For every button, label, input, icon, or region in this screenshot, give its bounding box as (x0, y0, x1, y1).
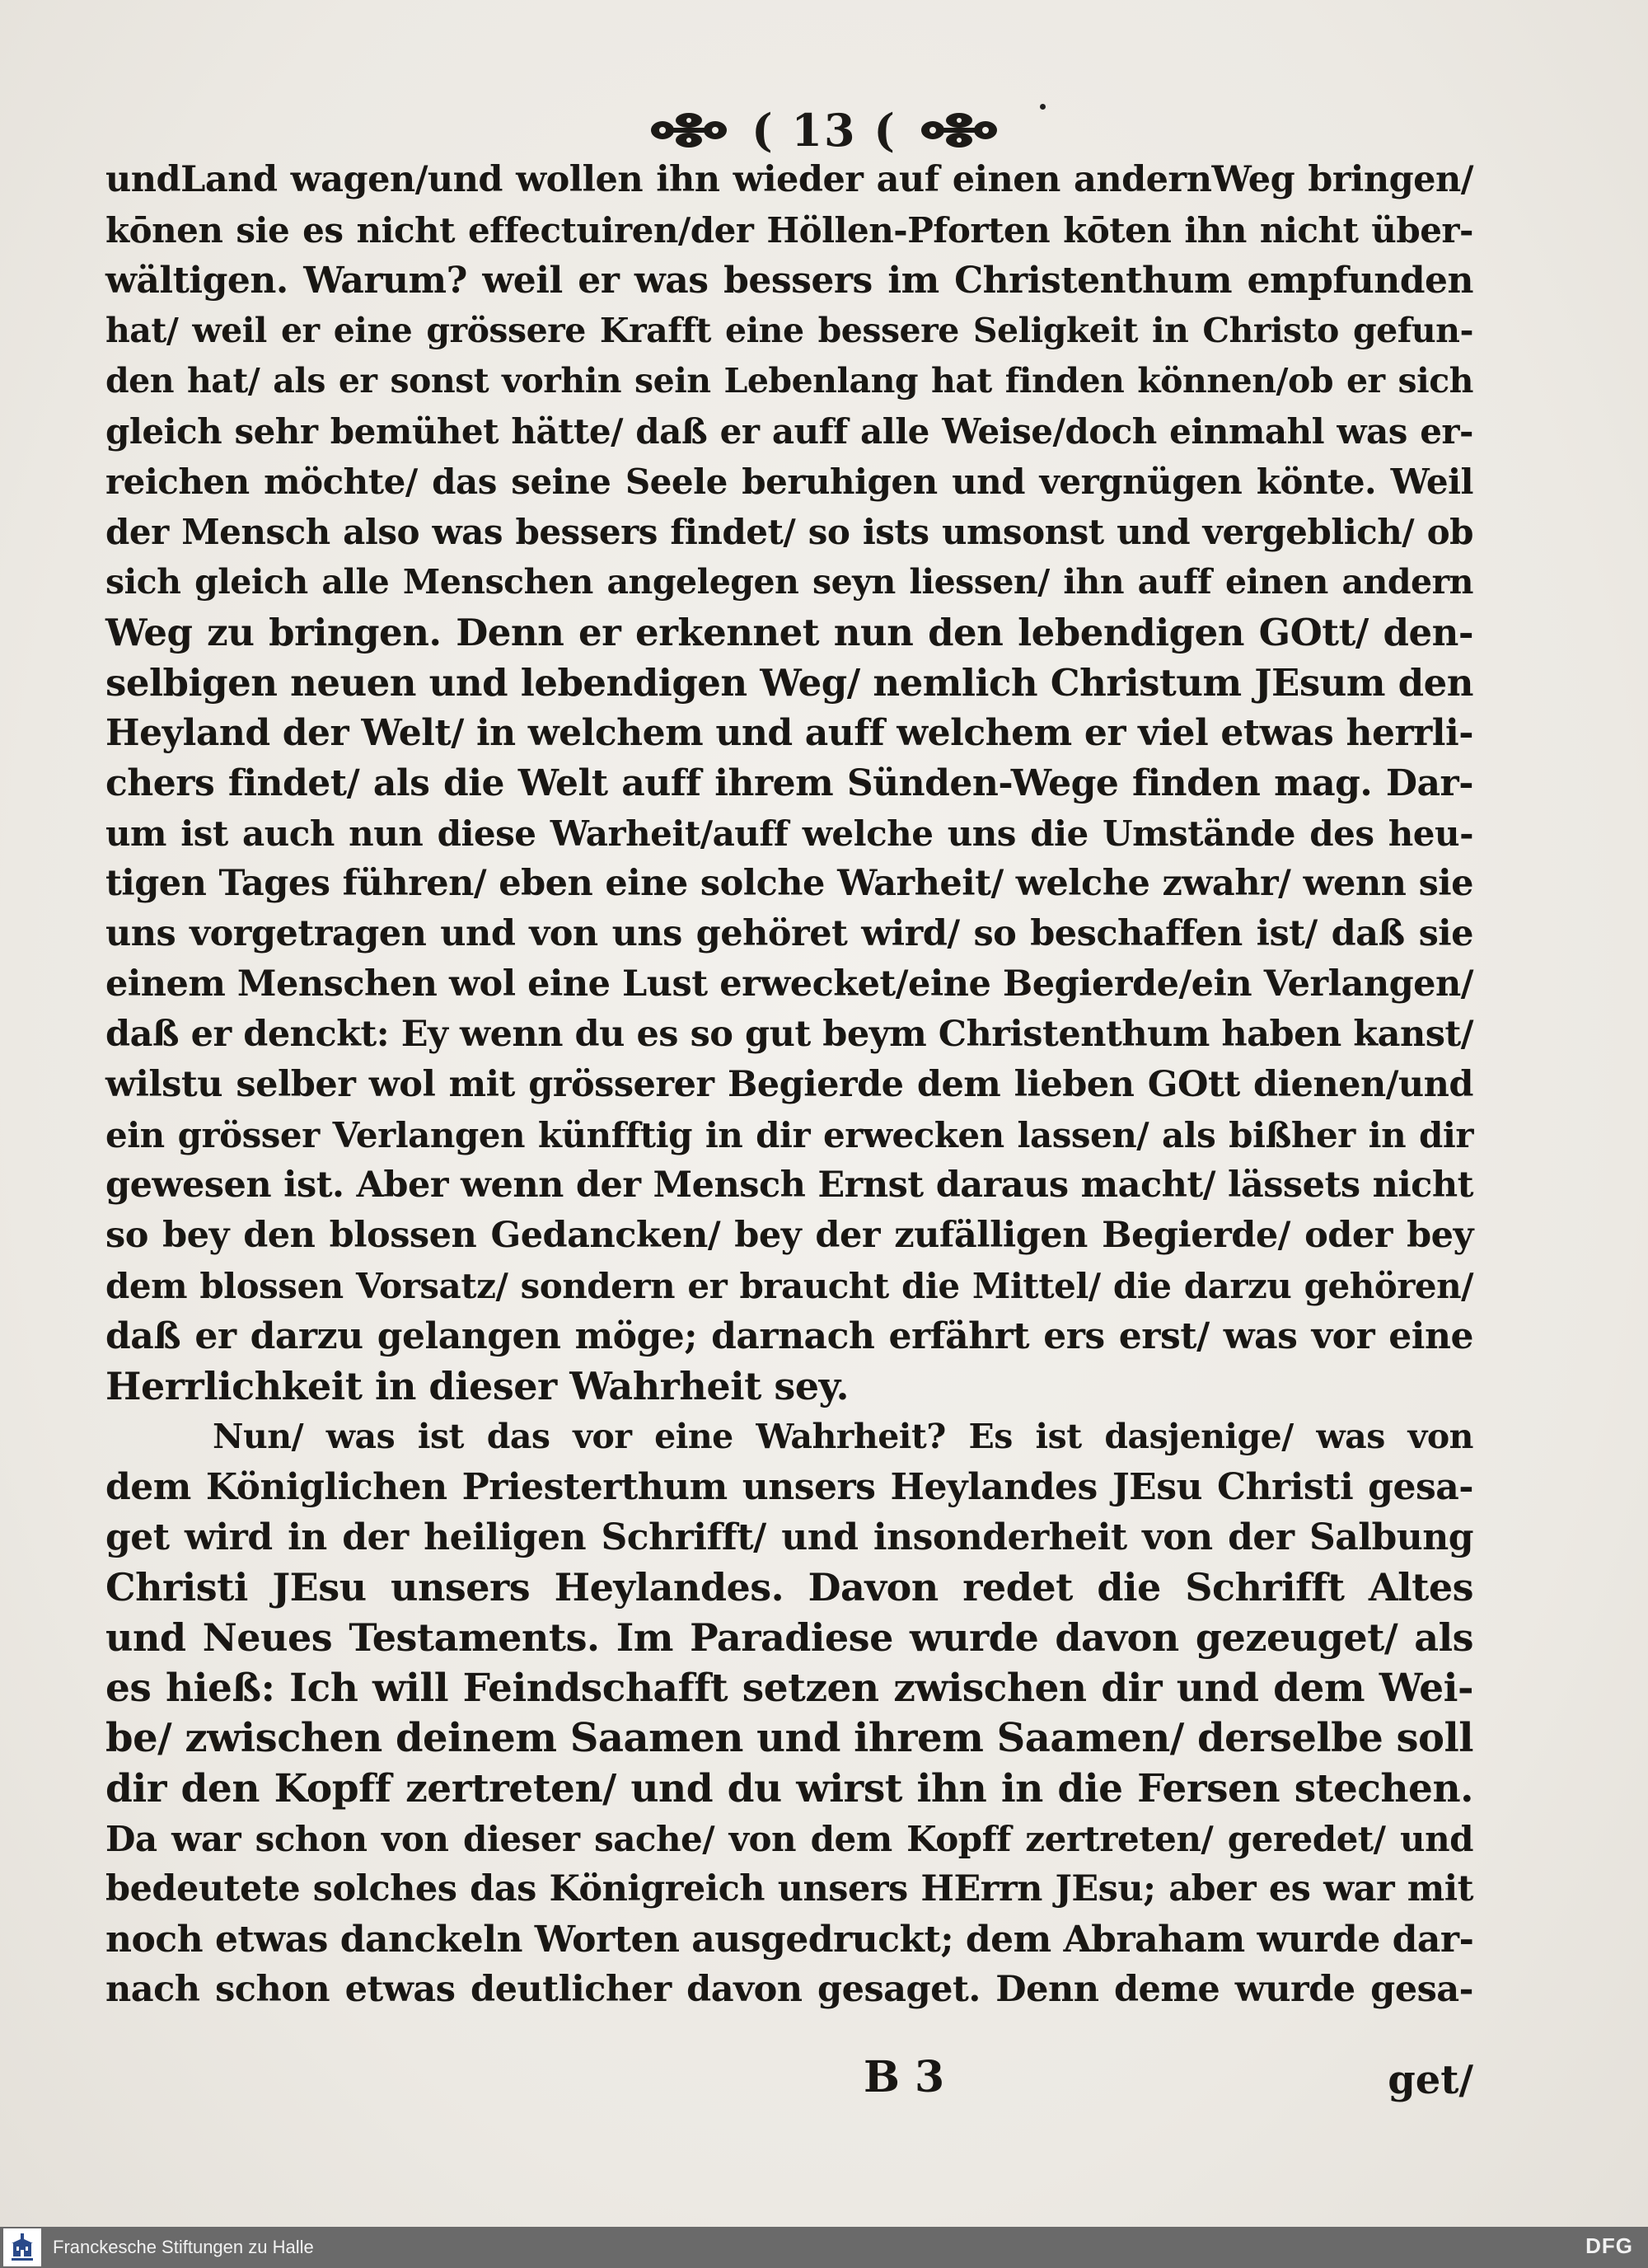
page-number: ( 13 ( (751, 104, 897, 157)
text-line: so bey den blossen Gedancken/ bey der zufälligen Begierde/ oder bey (105, 1215, 1473, 1256)
page-header (0, 97, 1648, 163)
text-line: uns vorgetragen und von uns gehöret wird/ so beschaffen ist/ daß sie (105, 913, 1473, 954)
text-line: einem Menschen wol eine Lust erwecket/eine Begierde/ein Verlangen/ (105, 963, 1473, 1005)
text-line: chers findet/ als die Welt auff ihrem Sünden-Wege finden mag. Dar- (105, 762, 1473, 804)
institution-logo-icon[interactable] (3, 2228, 41, 2266)
text-line: Weg zu bringen. Denn er erkennet nun den lebendigen GOtt/ den- (105, 611, 1473, 654)
ornament-right-icon (918, 105, 1000, 155)
viewer-footer-bar (0, 2227, 1648, 2268)
text-line: der Mensch also was bessers findet/ so ists umsonst und vergeblich/ ob (105, 512, 1473, 552)
text-line: Herrlichkeit in dieser Wahrheit sey. (105, 1364, 849, 1408)
text-line: Christi JEsu unsers Heylandes. Davon redet die Schrifft Altes (105, 1565, 1473, 1610)
text-line: Nun/ was ist das vor eine Wahrheit? Es ist dasjenige/ was von (213, 1417, 1473, 1456)
text-line: Da war schon von dieser sache/ von dem Kopff zertreten/ geredet/ und (105, 1819, 1473, 1859)
text-line: reichen möchte/ das seine Seele beruhigen und vergnügen könte. Weil (105, 462, 1473, 502)
institution-name: Franckesche Stiftungen zu Halle (53, 2237, 314, 2257)
text-line: sich gleich alle Menschen angelegen seyn liessen/ ihn auff einen andern (105, 562, 1473, 602)
text-line: den hat/ als er sonst vorhin sein Lebenlang hat finden können/ob er sich (105, 361, 1473, 401)
text-line: gleich sehr bemühet hätte/ daß er auff alle Weise/doch einmahl was er- (105, 411, 1473, 452)
text-line: um ist auch nun diese Warheit/auff welche uns die Umstände des heu- (105, 813, 1473, 854)
text-line: und Neues Testaments. Im Paradiese wurde davon gezeuget/ als (105, 1615, 1473, 1660)
text-line: dem Königlichen Priesterthum unsers Heylandes JEsu Christi gesa- (105, 1466, 1473, 1508)
catchword: get/ (1388, 2057, 1473, 2103)
text-line: daß er denckt: Ey wenn du es so gut beym Christenthum haben kanst/ (105, 1014, 1473, 1055)
dfg-logo: DFG (1585, 2233, 1633, 2258)
text-line: selbigen neuen und lebendigen Weg/ nemlich Christum JEsum den (105, 661, 1473, 705)
text-line: bedeutete solches das Königreich unsers HErrn JEsu; aber es war mit (105, 1868, 1473, 1910)
text-line: get wird in der heiligen Schrifft/ und insonderheit von der Salbung (105, 1516, 1473, 1558)
text-line: wilstu selber wol mit grösserer Begierde dem lieben GOtt dienen/und (105, 1064, 1473, 1105)
text-line: nach schon etwas deutlicher davon gesaget. Denn deme wurde gesa- (105, 1969, 1473, 2010)
text-line: es hieß: Ich will Feindschafft setzen zwischen dir und dem Wei- (105, 1666, 1473, 1711)
text-line: undLand wagen/und wollen ihn wieder auf einen andernWeg bringen/ (105, 159, 1473, 200)
text-line: dem blossen Vorsatz/ sondern er braucht die Mittel/ die darzu gehören/ (105, 1266, 1473, 1306)
ornament-left-icon (648, 105, 730, 155)
text-line: daß er darzu gelangen möge; darnach erfährt ers erst/ was vor eine (105, 1315, 1473, 1357)
ink-dot (1040, 104, 1046, 110)
text-line: hat/ weil er eine grössere Krafft eine bessere Seligkeit in Christo gefun- (105, 311, 1473, 350)
text-line: dir den Kopff zertreten/ und du wirst ihn in die Fersen stechen. (105, 1766, 1473, 1811)
page-footer (105, 2052, 1473, 2110)
text-line: Heyland der Welt/ in welchem und auff welchem er viel etwas herrli- (105, 712, 1473, 754)
text-line: gewesen ist. Aber wenn der Mensch Ernst daraus macht/ lässets nicht (105, 1164, 1473, 1206)
signature-mark: B 3 (864, 2052, 945, 2102)
text-line: be/ zwischen deinem Saamen und ihrem Saamen/ derselbe soll (105, 1715, 1473, 1761)
text-line: tigen Tages führen/ eben eine solche Warheit/ welche zwahr/ wenn sie (105, 863, 1473, 904)
body-text (105, 155, 1473, 2015)
text-line: kōnen sie es nicht effectuiren/der Höllen-Pforten kōten ihn nicht über- (105, 210, 1473, 251)
building-icon (8, 2232, 36, 2263)
text-line: ein grösser Verlangen künfftig in dir erwecken lassen/ als bißher in dir (105, 1115, 1473, 1155)
text-line: wältigen. Warum? weil er was bessers im Christenthum empfunden (105, 260, 1473, 302)
text-line: noch etwas danckeln Worten ausgedruckt; dem Abraham wurde dar- (105, 1919, 1474, 1961)
